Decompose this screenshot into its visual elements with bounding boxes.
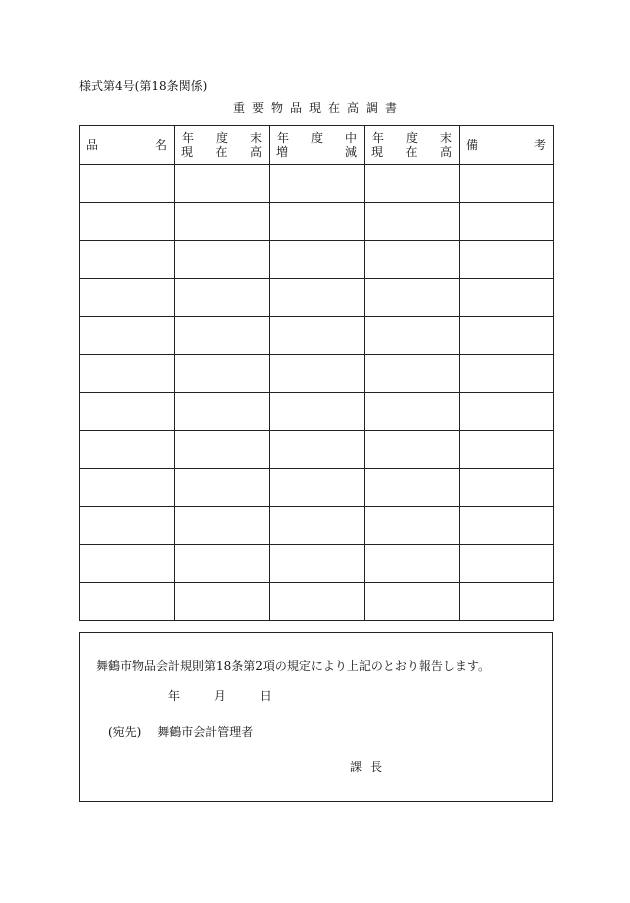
header-cell-remarks <box>460 126 554 165</box>
table-cell[interactable] <box>460 241 554 279</box>
table-cell[interactable] <box>365 203 460 241</box>
header-line <box>175 131 269 145</box>
inventory-table-body <box>80 126 554 621</box>
header-cell-year-end-balance-2 <box>365 126 460 165</box>
header-line <box>460 138 553 152</box>
table-cell[interactable] <box>460 431 554 469</box>
table-cell[interactable] <box>175 469 270 507</box>
table-cell[interactable] <box>460 317 554 355</box>
table-cell[interactable] <box>175 241 270 279</box>
table-cell[interactable] <box>80 355 175 393</box>
table-cell[interactable] <box>270 469 365 507</box>
table-cell[interactable] <box>270 393 365 431</box>
table-cell[interactable] <box>270 165 365 203</box>
addressee-line <box>108 725 253 739</box>
table-cell[interactable] <box>80 393 175 431</box>
header-char: 現 <box>181 145 194 159</box>
table-cell[interactable] <box>80 165 175 203</box>
table-row <box>80 431 554 469</box>
table-cell[interactable] <box>365 469 460 507</box>
table-cell[interactable] <box>270 507 365 545</box>
table-row <box>80 507 554 545</box>
table-cell[interactable] <box>175 203 270 241</box>
table-cell[interactable] <box>270 545 365 583</box>
table-cell[interactable] <box>460 469 554 507</box>
table-cell[interactable] <box>175 317 270 355</box>
header-cell-item-name <box>80 126 175 165</box>
header-char: 名 <box>154 138 167 152</box>
header-char: 備 <box>466 138 479 152</box>
form-title: 重要物品現在高調書 <box>232 101 404 115</box>
table-row <box>80 545 554 583</box>
table-cell[interactable] <box>460 279 554 317</box>
table-cell[interactable] <box>270 203 365 241</box>
addressee-mark: (宛先) <box>108 725 142 739</box>
header-char: 度 <box>310 131 323 145</box>
inventory-table <box>79 125 554 621</box>
header-char: 品 <box>86 138 99 152</box>
header-char: 年 <box>276 131 289 145</box>
section-chief-label: 課長 <box>350 760 391 774</box>
report-section <box>79 632 553 802</box>
table-cell[interactable] <box>270 317 365 355</box>
table-cell[interactable] <box>270 583 365 621</box>
header-char: 高 <box>439 145 452 159</box>
table-cell[interactable] <box>175 355 270 393</box>
header-char: 年 <box>181 131 194 145</box>
header-char: 高 <box>249 145 262 159</box>
table-row <box>80 203 554 241</box>
table-cell[interactable] <box>175 431 270 469</box>
table-cell[interactable] <box>460 203 554 241</box>
table-cell[interactable] <box>365 583 460 621</box>
table-row <box>80 393 554 431</box>
table-cell[interactable] <box>80 241 175 279</box>
table-cell[interactable] <box>80 431 175 469</box>
date-month-label: 月 <box>213 689 226 703</box>
table-cell[interactable] <box>365 279 460 317</box>
table-cell[interactable] <box>460 355 554 393</box>
header-char: 在 <box>405 145 418 159</box>
header-cell-year-change <box>270 126 365 165</box>
header-line <box>175 145 269 159</box>
table-cell[interactable] <box>365 355 460 393</box>
table-cell[interactable] <box>175 279 270 317</box>
table-cell[interactable] <box>175 545 270 583</box>
header-char: 年 <box>371 131 384 145</box>
table-cell[interactable] <box>270 355 365 393</box>
table-cell[interactable] <box>80 545 175 583</box>
table-cell[interactable] <box>80 507 175 545</box>
table-cell[interactable] <box>460 165 554 203</box>
table-cell[interactable] <box>270 431 365 469</box>
header-char: 現 <box>371 145 384 159</box>
header-char: 減 <box>344 145 357 159</box>
header-line <box>80 138 174 152</box>
date-day-label: 日 <box>259 689 272 703</box>
header-char: 中 <box>344 131 357 145</box>
table-header-row <box>80 126 554 165</box>
table-cell[interactable] <box>365 165 460 203</box>
header-char: 末 <box>249 131 262 145</box>
table-cell[interactable] <box>80 317 175 355</box>
table-cell[interactable] <box>365 431 460 469</box>
report-sentence: 舞鶴市物品会計規則第18条第2項の規定により上記のとおり報告します。 <box>96 659 490 673</box>
header-char: 末 <box>439 131 452 145</box>
table-row <box>80 469 554 507</box>
form-number: 様式第4号(第18条関係) <box>79 79 208 93</box>
table-cell[interactable] <box>80 203 175 241</box>
header-char: 考 <box>533 138 546 152</box>
table-cell[interactable] <box>460 393 554 431</box>
table-cell[interactable] <box>460 507 554 545</box>
table-cell[interactable] <box>175 165 270 203</box>
table-cell[interactable] <box>270 279 365 317</box>
date-line <box>168 689 272 703</box>
table-cell[interactable] <box>80 279 175 317</box>
table-cell[interactable] <box>365 241 460 279</box>
header-line <box>270 145 364 159</box>
table-cell[interactable] <box>365 317 460 355</box>
header-line <box>270 131 364 145</box>
table-cell[interactable] <box>460 545 554 583</box>
table-cell[interactable] <box>175 393 270 431</box>
table-cell[interactable] <box>80 469 175 507</box>
table-row <box>80 165 554 203</box>
table-cell[interactable] <box>365 393 460 431</box>
header-char: 増 <box>276 145 289 159</box>
table-cell[interactable] <box>175 583 270 621</box>
table-cell[interactable] <box>270 241 365 279</box>
table-cell[interactable] <box>365 507 460 545</box>
table-cell[interactable] <box>365 545 460 583</box>
table-row <box>80 279 554 317</box>
table-row <box>80 241 554 279</box>
table-cell[interactable] <box>80 583 175 621</box>
header-cell-year-end-balance <box>175 126 270 165</box>
header-char: 度 <box>405 131 418 145</box>
table-row <box>80 355 554 393</box>
header-line <box>365 131 459 145</box>
table-cell[interactable] <box>175 507 270 545</box>
header-line <box>365 145 459 159</box>
date-year-label: 年 <box>168 689 181 703</box>
header-char: 度 <box>215 131 228 145</box>
table-cell[interactable] <box>460 583 554 621</box>
header-char: 在 <box>215 145 228 159</box>
table-row <box>80 317 554 355</box>
table-row <box>80 583 554 621</box>
addressee-name: 舞鶴市会計管理者 <box>157 725 254 739</box>
